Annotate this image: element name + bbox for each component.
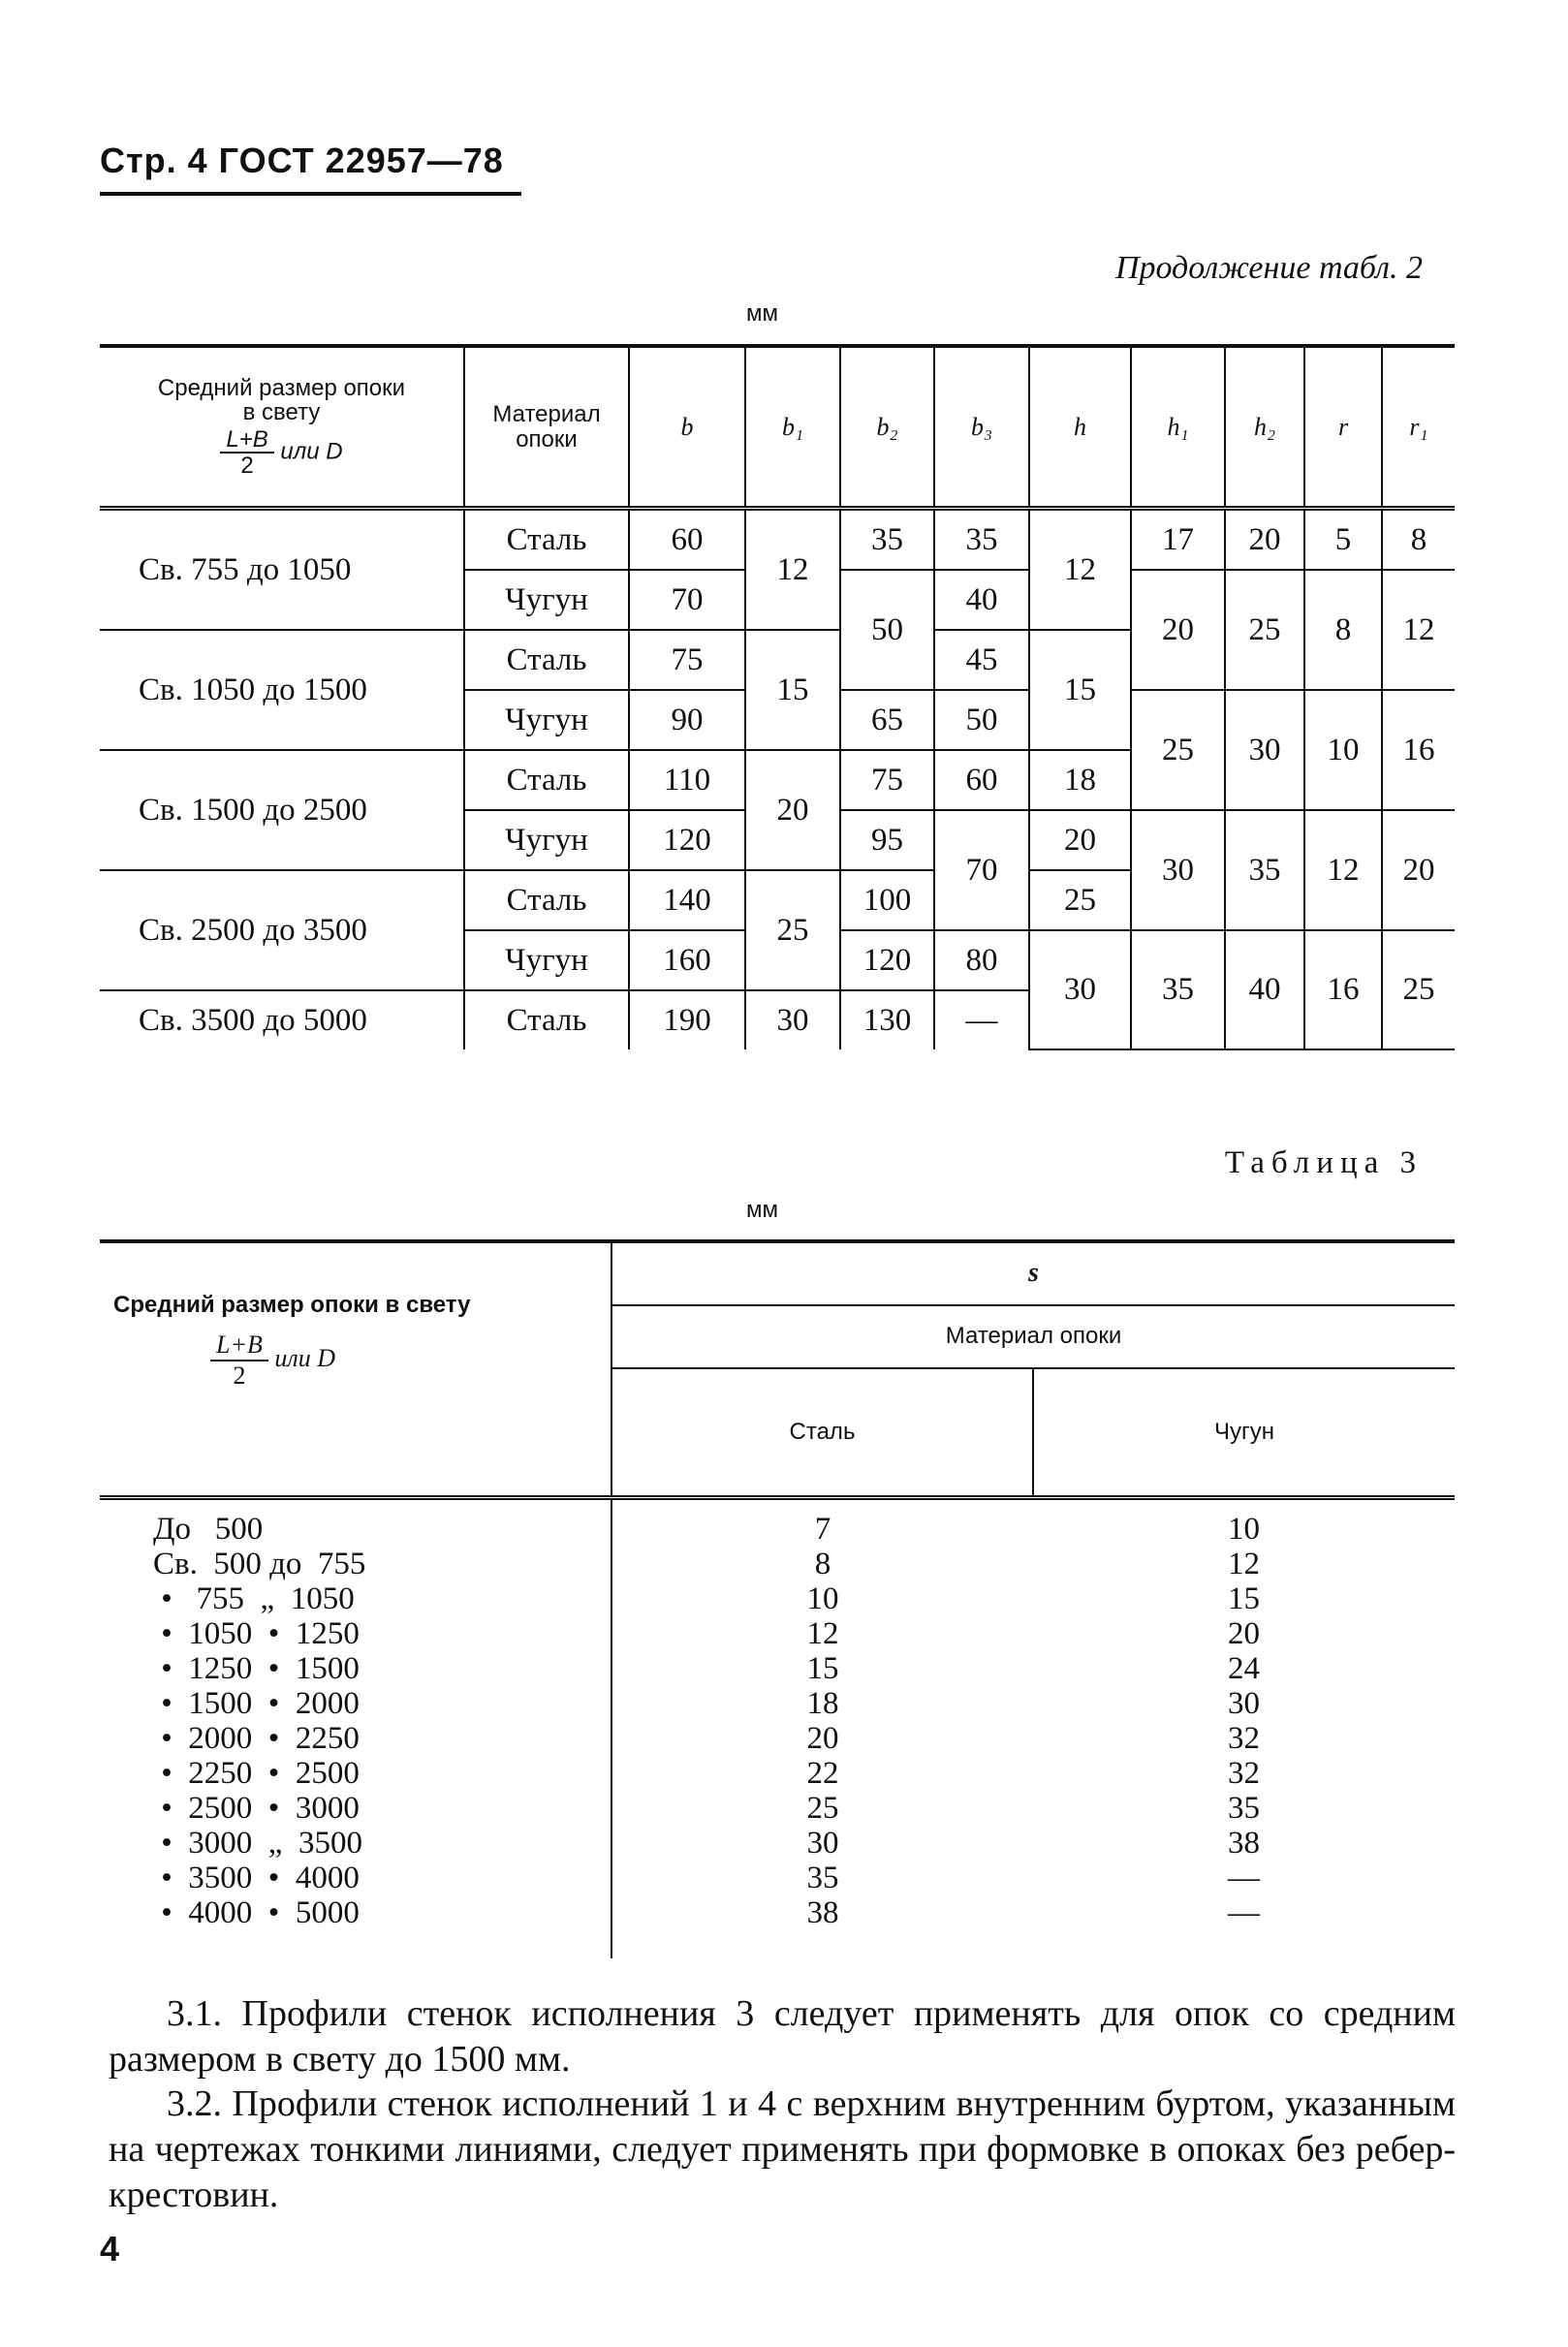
b2-cell: 95 (840, 810, 934, 870)
col-header-b2: b₂ (840, 346, 934, 509)
b3-cell: 60 (934, 750, 1029, 810)
h-cell: 18 (1029, 750, 1131, 810)
list-item: — (1228, 1895, 1260, 1930)
material-cell: Сталь (464, 870, 629, 930)
r1-cell: 20 (1382, 810, 1455, 930)
size-cell: Св. 2500 до 3500 (100, 870, 464, 990)
material-header: Материал опоки (612, 1305, 1455, 1368)
table3 (100, 1239, 1455, 1958)
list-item: • 4000 • 5000 (153, 1895, 360, 1930)
table3-caption: Таблица 3 (1224, 1145, 1423, 1180)
s-header: s (612, 1241, 1455, 1305)
material-cell: Чугун (464, 810, 629, 870)
b1-cell: 15 (745, 630, 840, 750)
size-header-suffix: или D (280, 438, 343, 465)
b3-cell: 35 (934, 509, 1029, 571)
b1-cell: 25 (745, 870, 840, 990)
table2-caption: Продолжение табл. 2 (1114, 250, 1423, 286)
h-cell: 20 (1029, 810, 1131, 870)
h-cell: 25 (1029, 870, 1131, 930)
list-item: Св. 500 до 755 (153, 1547, 366, 1581)
iron-column (1033, 1498, 1455, 1958)
b3-cell: 50 (934, 690, 1029, 750)
list-item: • 1250 • 1500 (153, 1651, 360, 1686)
r-cell: 8 (1304, 570, 1382, 690)
list-item: 24 (1228, 1651, 1260, 1686)
h-cell: 30 (1029, 930, 1131, 1049)
material-header-text: Материал опоки (492, 401, 601, 453)
list-item: До 500 (153, 1512, 264, 1547)
b2-cell: 100 (840, 870, 934, 930)
size-header-suffix: или D (274, 1343, 336, 1372)
b1-cell: 20 (745, 750, 840, 870)
col-header-h1: h₁ (1131, 346, 1225, 509)
material-cell: Сталь (464, 990, 629, 1049)
list-item: • 1500 • 2000 (153, 1686, 360, 1721)
size-cell: Св. 755 до 1050 (100, 509, 464, 631)
table-row (100, 509, 1455, 571)
r1-cell: 16 (1382, 690, 1455, 810)
list-item: 20 (806, 1721, 839, 1756)
b3-cell: 70 (934, 810, 1029, 930)
size-header-fraction (220, 427, 273, 478)
list-item: 8 (814, 1547, 831, 1581)
b3-cell: 45 (934, 630, 1029, 690)
list-item: 12 (806, 1616, 839, 1651)
size-cell: Св. 3500 до 5000 (139, 1002, 367, 1038)
h-cell: 12 (1029, 509, 1131, 631)
list-item: 32 (1228, 1721, 1260, 1756)
b-cell: 60 (629, 509, 745, 571)
r1-cell: 25 (1382, 930, 1455, 1049)
size-header-line1: Средний размер опоки (157, 375, 406, 402)
b-cell: 70 (629, 570, 745, 630)
col-header-r1: r₁ (1382, 346, 1455, 509)
b-cell: 140 (629, 870, 745, 930)
r-cell: 5 (1304, 509, 1382, 571)
size-column (100, 1498, 612, 1958)
list-item: 18 (806, 1686, 839, 1721)
h2-cell: 25 (1225, 570, 1304, 690)
list-item: 30 (806, 1826, 839, 1861)
col-header-h: h (1029, 346, 1131, 509)
paragraph-3-1: 3.1. Профили стенок исполнения 3 следует применять для опок со средним размером в свету до 1500 мм. (109, 1993, 1456, 2080)
material-cell: Чугун (464, 930, 629, 990)
size-cell: Св. 1500 до 2500 (100, 750, 464, 870)
b2-cell: 120 (840, 930, 934, 990)
list-item: 7 (814, 1512, 831, 1547)
list-item: • 1050 • 1250 (153, 1616, 360, 1651)
h2-cell: 30 (1225, 690, 1304, 810)
size-column-header (100, 346, 464, 509)
b2-cell: 50 (840, 570, 934, 690)
page-header: Стр. 4 ГОСТ 22957—78 (100, 141, 504, 180)
size-header-fraction (210, 1330, 268, 1391)
b3-cell: 40 (934, 570, 1029, 630)
fraction-denominator: 2 (233, 1361, 246, 1390)
steel-column (612, 1498, 1033, 1958)
h1-cell: 20 (1131, 570, 1225, 690)
list-item: • 755 „ 1050 (153, 1581, 355, 1616)
col-header-b3: b₃ (934, 346, 1029, 509)
table2-unit: мм (746, 300, 778, 327)
b2-cell: 130 (840, 990, 934, 1049)
b-cell: 110 (629, 750, 745, 810)
list-item: 32 (1228, 1756, 1260, 1791)
r-cell: 12 (1304, 810, 1382, 930)
list-item: 35 (806, 1861, 839, 1895)
r-cell: 10 (1304, 690, 1382, 810)
r1-cell: 12 (1382, 570, 1455, 690)
steel-header: Сталь (612, 1368, 1033, 1498)
list-item: 10 (1228, 1512, 1260, 1547)
size-cell: Св. 1050 до 1500 (100, 630, 464, 750)
list-item: 35 (1228, 1791, 1260, 1826)
list-item: — (1228, 1861, 1260, 1895)
list-item: 15 (806, 1651, 839, 1686)
list-item: • 3000 „ 3500 (153, 1826, 362, 1861)
list-item: 10 (806, 1581, 839, 1616)
col-header-h2: h₂ (1225, 346, 1304, 509)
h-cell: 15 (1029, 630, 1131, 750)
list-item: • 2250 • 2500 (153, 1756, 360, 1791)
iron-header: Чугун (1033, 1368, 1455, 1498)
b-cell: 190 (629, 990, 745, 1049)
list-item: 12 (1228, 1547, 1260, 1581)
material-column-header (464, 346, 629, 509)
col-header-b: b (629, 346, 745, 509)
col-header-r: r (1304, 346, 1382, 509)
b-cell: 120 (629, 810, 745, 870)
h1-cell: 35 (1131, 930, 1225, 1049)
material-cell: Сталь (464, 509, 629, 571)
header-underline (100, 192, 521, 196)
list-item: 38 (806, 1895, 839, 1930)
b-cell: 75 (629, 630, 745, 690)
b-cell: 160 (629, 930, 745, 990)
b2-cell: 65 (840, 690, 934, 750)
b2-cell: 35 (840, 509, 934, 571)
size-header-line1: Средний размер опоки в свету (113, 1292, 471, 1318)
h2-cell: 20 (1225, 509, 1304, 571)
list-item: 15 (1228, 1581, 1260, 1616)
size-column-header (100, 1241, 612, 1498)
material-cell: Сталь (464, 750, 629, 810)
list-item: • 2500 • 3000 (153, 1791, 360, 1826)
list-item: 20 (1228, 1616, 1260, 1651)
h1-cell: 30 (1131, 810, 1225, 930)
h2-cell: 35 (1225, 810, 1304, 930)
material-cell: Сталь (464, 630, 629, 690)
r1-cell: 8 (1382, 509, 1455, 571)
fraction-numerator: L+B (220, 427, 273, 454)
b1-cell: 12 (745, 509, 840, 631)
b1-cell: 30 (745, 990, 840, 1049)
table2 (100, 344, 1455, 1050)
h1-cell: 25 (1131, 690, 1225, 810)
fraction-denominator: 2 (240, 452, 254, 479)
list-item: • 3500 • 4000 (153, 1861, 360, 1895)
list-item: 38 (1228, 1826, 1260, 1861)
list-item: • 2000 • 2250 (153, 1721, 360, 1756)
b3-cell: — (934, 990, 1029, 1049)
material-cell: Чугун (464, 570, 629, 630)
paragraph-3-2: 3.2. Профили стенок исполнений 1 и 4 с верхним внутренним буртом, указанным на чертежах тонкими линиями, следует применять при формовке в опоках без ребер-крестовин. (109, 2083, 1456, 2215)
b-cell: 90 (629, 690, 745, 750)
page-number: 4 (100, 2229, 120, 2269)
r-cell: 16 (1304, 930, 1382, 1049)
b3-cell: 80 (934, 930, 1029, 990)
size-header-line2: в свету (242, 399, 321, 426)
list-item: 30 (1228, 1686, 1260, 1721)
col-header-b1: b₁ (745, 346, 840, 509)
b2-cell: 75 (840, 750, 934, 810)
h1-cell: 17 (1131, 509, 1225, 571)
fraction-numerator: L+B (210, 1330, 268, 1361)
table3-unit: мм (746, 1197, 778, 1223)
list-item: 22 (806, 1756, 839, 1791)
material-cell: Чугун (464, 690, 629, 750)
h2-cell: 40 (1225, 930, 1304, 1049)
list-item: 25 (806, 1791, 839, 1826)
